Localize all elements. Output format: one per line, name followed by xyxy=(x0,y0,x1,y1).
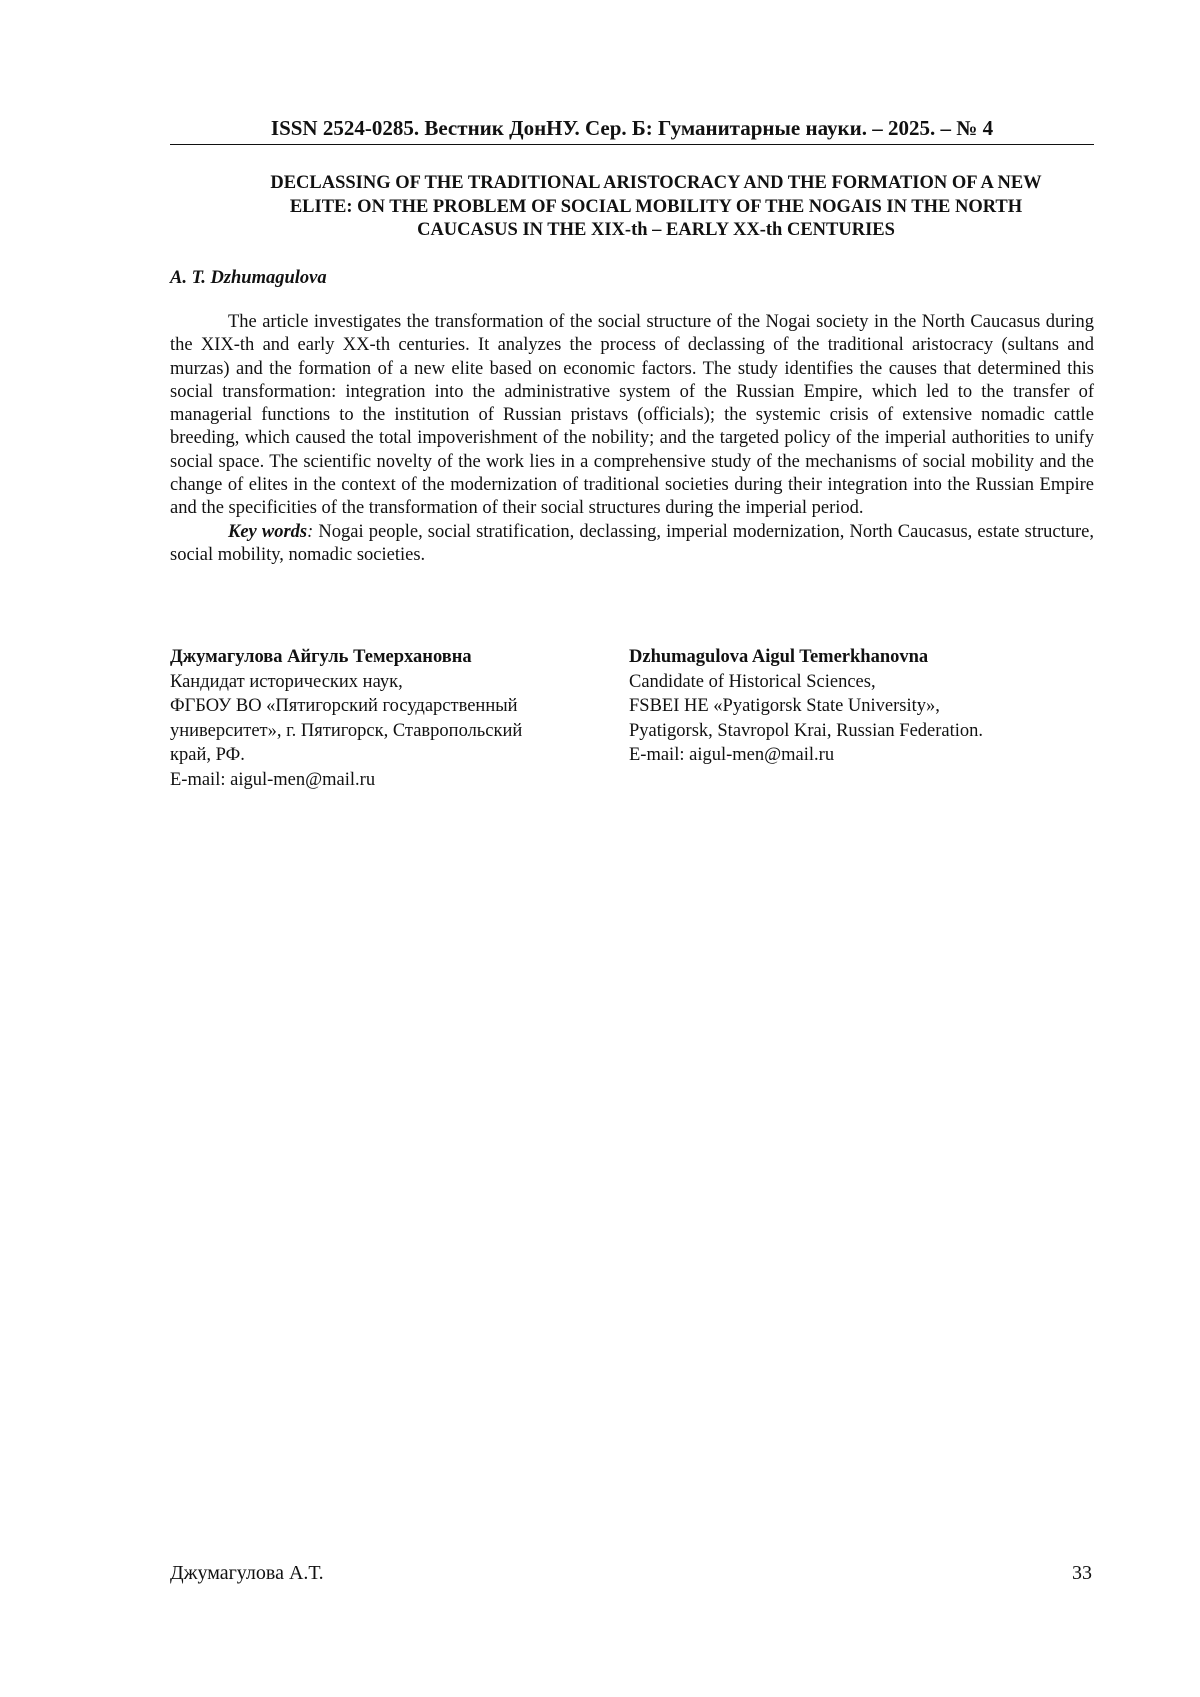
author-email-en: E-mail: aigul-men@mail.ru xyxy=(629,745,835,765)
author-name-ru: Джумагулова Айгуль Темерхановна xyxy=(170,647,472,667)
footer-author: Джумагулова А.Т. xyxy=(170,1562,324,1584)
keywords-label: Key words xyxy=(228,521,308,542)
keywords-text: Nogai people, social stratification, declassing, imperial modernization, North Caucasus, estate structure, social mobility, nomadic societies. xyxy=(170,521,1094,565)
author-info-en xyxy=(629,645,1094,768)
title-line: DECLASSING OF THE TRADITIONAL ARISTOCRACY AND THE FORMATION OF A NEW xyxy=(270,173,1042,193)
author-info-ru xyxy=(170,645,590,792)
author-name-en: Dzhumagulova Aigul Temerkhanovna xyxy=(629,647,929,667)
abstract xyxy=(170,311,1094,567)
author-info-line: Кандидат исторических наук, xyxy=(170,671,403,692)
keywords-colon: : xyxy=(307,521,314,542)
author-email-ru: E-mail: aigul-men@mail.ru xyxy=(170,769,376,790)
title-line: ELITE: ON THE PROBLEM OF SOCIAL MOBILITY OF THE NOGAIS IN THE NORTH xyxy=(289,196,1023,217)
author-info-line: ФГБОУ ВО «Пятигорский государственный xyxy=(170,696,518,716)
author-info-line: Pyatigorsk, Stavropol Krai, Russian Federation. xyxy=(629,720,984,741)
abstract-text: The article investigates the transformation of the social structure of the Nogai society in the North Caucasus during the XIX-th and early XX-th centuries. It analyzes the process of declassing of the traditional aristocracy (sultans and murzas) and the formation of a new elite based on economic factors. The study identifies the causes that determined this social transformation: integration into the administrative system of the Russian Empire, which led to the transfer of managerial functions to the institution of Russian pristavs (officials); the systemic crisis of extensive nomadic cattle breeding, which caused the total impoverishment of the nobility; and the targeted policy of the imperial authorities to unify social space. The scientific novelty of the work lies in a comprehensive study of the mechanisms of social mobility and the change of elites in the context of the modernization of traditional societies during their integration into the Russian Empire and the specificities of the transformation of their social structures during the imperial period. xyxy=(170,312,1094,519)
author-info-line: FSBEI HE «Pyatigorsk State University», xyxy=(629,696,940,716)
article-title xyxy=(222,172,1090,243)
journal-header: ISSN 2524-0285. Вестник ДонНУ. Сер. Б: Гуманитарные науки. – 2025. – № 4 xyxy=(170,114,1094,145)
author-info-line: Candidate of Historical Sciences, xyxy=(629,671,876,692)
author-info-line: край, РФ. xyxy=(170,745,245,765)
author-info-line: университет», г. Пятигорск, Ставропольский xyxy=(170,720,523,741)
title-line: CAUCASUS IN THE XIX-th – EARLY XX-th CENTURIES xyxy=(417,220,895,240)
keywords xyxy=(170,521,1094,568)
article-author: A. T. Dzhumagulova xyxy=(170,268,327,288)
page-number: 33 xyxy=(1072,1562,1092,1584)
